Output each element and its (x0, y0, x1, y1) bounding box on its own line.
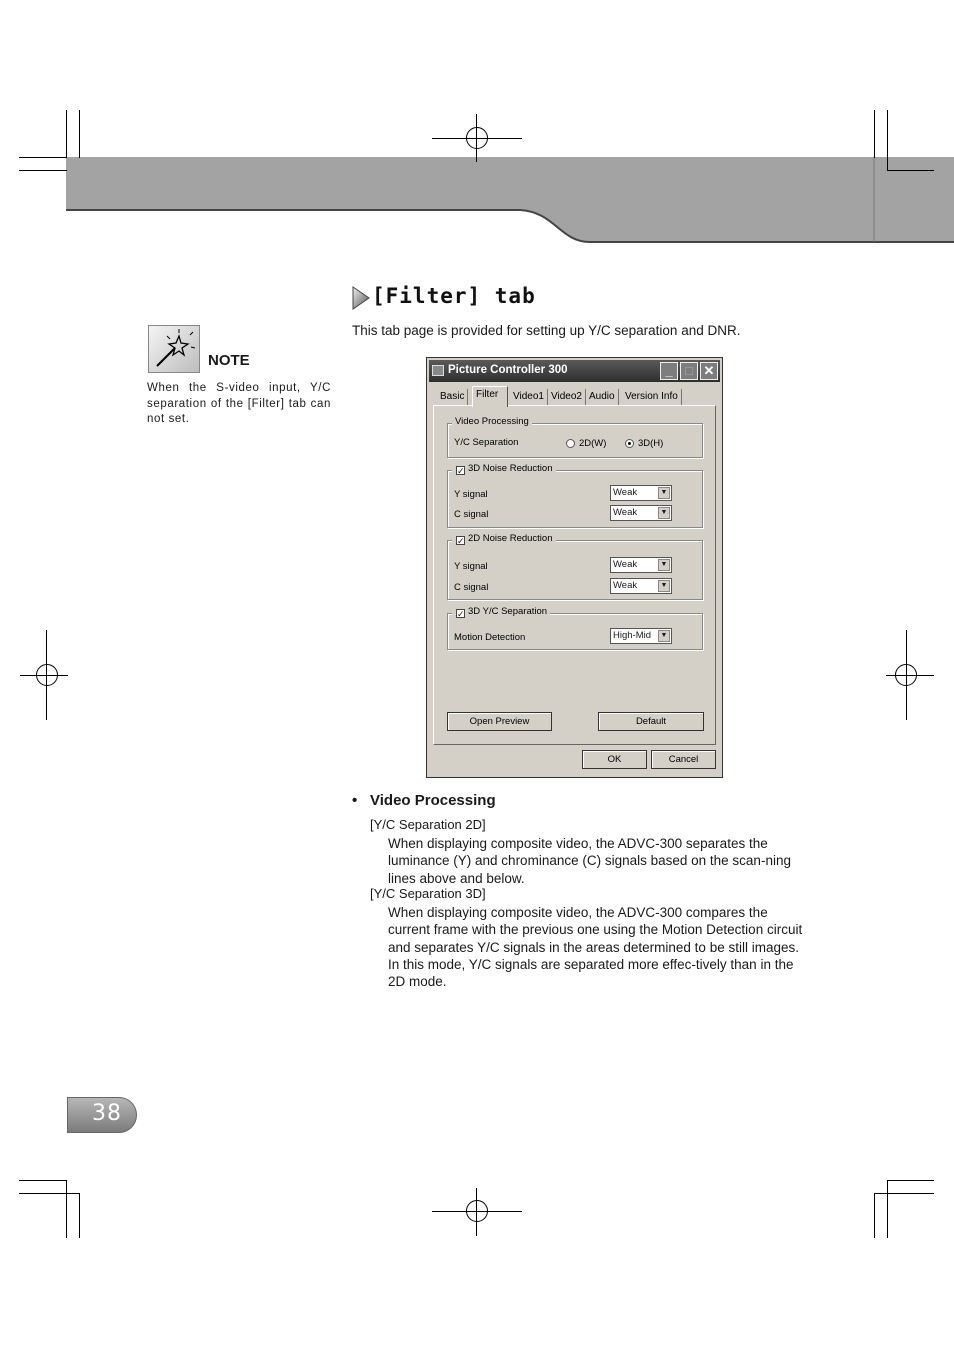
chevron-down-icon[interactable]: ▼ (658, 507, 670, 519)
radio-3d[interactable] (625, 439, 634, 448)
close-button[interactable]: ✕ (700, 362, 718, 380)
note-label: NOTE (208, 352, 250, 369)
app-icon (432, 365, 444, 376)
nr2d-c-label: C signal (454, 582, 489, 593)
yc3d-group (447, 606, 703, 650)
chevron-down-icon[interactable]: ▼ (658, 630, 670, 642)
yc-3d-paragraph: When displaying composite video, the ADVC-300 compares the current frame with the previous one using the Motion Detection circuit and separates Y/C signals in the areas determined to be still images. In this mode, Y/C signals are separated more effec-tively than in the 2D mode. (388, 905, 803, 990)
filter-tab-panel (433, 405, 716, 745)
yc-2d-paragraph: When displaying composite video, the ADVC-300 separates the luminance (Y) and chrominance (C) signals based on the scan-ning lines above and below. (388, 836, 791, 886)
magic-wand-icon (148, 325, 200, 373)
maximize-button[interactable]: □ (680, 362, 698, 380)
yc-3d-subheading: [Y/C Separation 3D] (370, 886, 486, 901)
chevron-down-icon[interactable]: ▼ (658, 559, 670, 571)
motion-detection-combo[interactable] (610, 628, 672, 644)
nr2d-y-combo[interactable] (610, 557, 672, 573)
yc-separation-label: Y/C Separation (454, 437, 519, 448)
bullet: • (352, 792, 358, 809)
section-title: [Filter] tab (372, 284, 536, 308)
video-processing-group (447, 416, 703, 458)
nr2d-c-value: Weak (613, 580, 638, 591)
nr2d-y-label: Y signal (454, 561, 488, 572)
chevron-down-icon[interactable]: ▼ (658, 580, 670, 592)
radio-3d-label: 3D(H) (638, 438, 664, 449)
nr2d-checkbox[interactable]: ✓ (457, 536, 465, 546)
nr2d-label: 2D Noise Reduction (452, 533, 556, 544)
cancel-button[interactable]: Cancel (651, 750, 716, 769)
nr3d-y-label: Y signal (454, 489, 488, 500)
intro-text: This tab page is provided for setting up Y/C separation and DNR. (352, 323, 741, 338)
tab-basic[interactable]: Basic (437, 389, 468, 405)
chevron-down-icon[interactable]: ▼ (658, 487, 670, 499)
radio-2d[interactable] (566, 439, 575, 448)
nr3d-checkbox[interactable]: ✓ (457, 466, 465, 476)
tab-video2[interactable]: Video2 (548, 389, 586, 405)
picture-controller-dialog (426, 357, 723, 778)
nr2d-c-combo[interactable] (610, 578, 672, 594)
open-preview-button[interactable]: Open Preview (447, 712, 552, 731)
nr3d-y-value: Weak (613, 487, 638, 498)
nr3d-c-label: C signal (454, 509, 489, 520)
motion-detection-label: Motion Detection (454, 632, 526, 643)
tab-audio[interactable]: Audio (586, 389, 619, 405)
motion-detection-value: High-Mid (613, 630, 652, 641)
yc3d-checkbox[interactable]: ✓ (457, 609, 465, 619)
radio-2d-label: 2D(W) (579, 438, 607, 449)
triangle-bullet-icon (352, 286, 370, 310)
nr3d-y-combo[interactable] (610, 485, 672, 501)
window-title: Picture Controller 300 (448, 364, 568, 376)
tab-video1[interactable]: Video1 (510, 389, 548, 405)
nr2d-group (447, 533, 703, 600)
nr3d-c-combo[interactable] (610, 505, 672, 521)
default-button[interactable]: Default (598, 712, 704, 731)
yc-2d-subheading: [Y/C Separation 2D] (370, 817, 486, 832)
minimize-button[interactable]: _ (660, 362, 678, 380)
window-titlebar[interactable] (429, 360, 720, 382)
tab-filter[interactable]: Filter (472, 386, 508, 407)
ok-button[interactable]: OK (582, 750, 647, 769)
page-number: 38 (92, 1101, 122, 1126)
video-processing-label: Video Processing (452, 416, 532, 427)
nr2d-y-value: Weak (613, 559, 638, 570)
yc3d-label: 3D Y/C Separation (452, 606, 550, 617)
nr3d-label: 3D Noise Reduction (452, 463, 556, 474)
nr3d-c-value: Weak (613, 507, 638, 518)
tab-version-info[interactable]: Version Info (622, 389, 682, 405)
video-processing-heading: Video Processing (370, 792, 496, 809)
nr3d-group (447, 463, 703, 528)
note-text: When the S-video input, Y/C separation of the [Filter] tab can not set. (147, 382, 331, 425)
